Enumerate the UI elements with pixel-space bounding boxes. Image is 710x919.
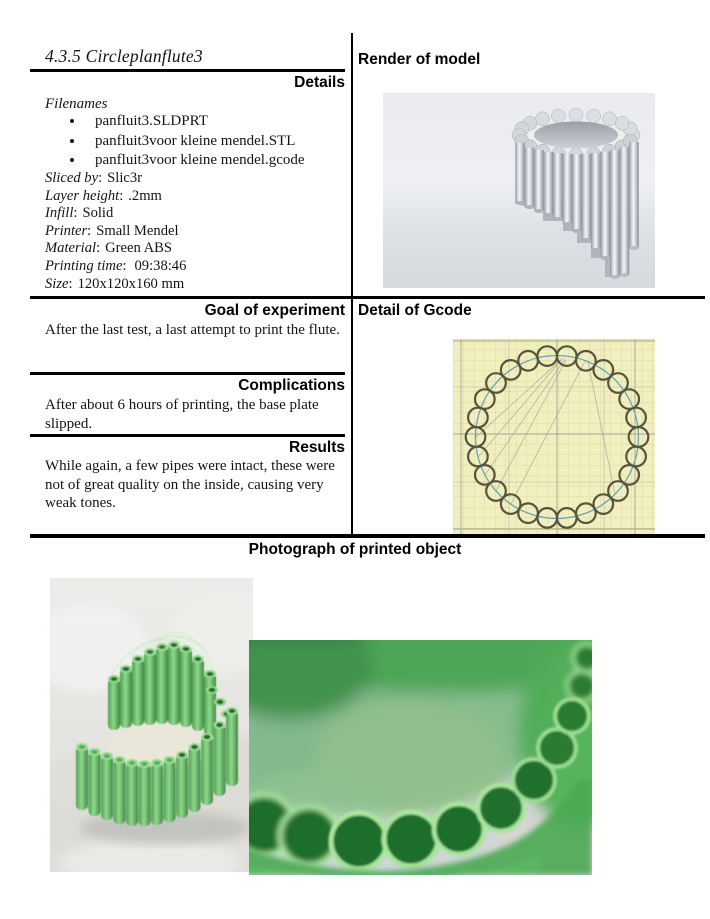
field-row: Sliced by: Slic3r [45, 170, 143, 186]
divider-results [30, 434, 345, 437]
filename-item: • panfluit3.SLDPRT [85, 112, 365, 132]
field-row: Infill: Solid [45, 205, 114, 222]
printed-object-photo [50, 578, 253, 872]
divider-photograph [30, 534, 705, 538]
goal-header: Goal of experiment [204, 302, 345, 319]
results-text: While again, a few pipes were intact, these were not of great quality on the inside, causing very weak tones. [45, 458, 335, 511]
filename-item: • panfluit3voor kleine mendel.gcode [85, 151, 365, 171]
field-row: Printer: Small Mendel [45, 222, 179, 239]
field-row: Layer height: .2mm [45, 187, 162, 204]
details-header: Details [294, 74, 345, 91]
goal-text: After the last test, a last attempt to print the flute. [45, 322, 340, 338]
model-render-image [383, 93, 655, 288]
filename-item: • panfluit3voor kleine mendel.STL [85, 132, 365, 152]
details-fields [45, 170, 186, 293]
divider-title [30, 69, 345, 72]
results-header: Results [289, 439, 345, 456]
divider-mid [30, 296, 705, 299]
section-title: 4.3.5 Circleplanflute3 [45, 46, 203, 66]
column-divider [351, 33, 353, 536]
render-header: Render of model [358, 51, 481, 68]
divider-complications [30, 372, 345, 375]
photograph-header: Photograph of printed object [248, 541, 462, 558]
gcode-detail-image [453, 339, 655, 535]
complications-header: Complications [238, 377, 345, 394]
field-row: Size: 120x120x160 mm [45, 275, 185, 292]
closeup-photo [249, 640, 592, 875]
gcode-header: Detail of Gcode [358, 302, 472, 319]
complications-text: After about 6 hours of printing, the base plate slipped. [45, 397, 319, 432]
field-row: Printing time: 09:38:46 [45, 257, 187, 274]
filenames-list [45, 112, 365, 171]
field-row: Material: Green ABS [45, 240, 173, 257]
filenames-label: Filenames [45, 96, 108, 112]
